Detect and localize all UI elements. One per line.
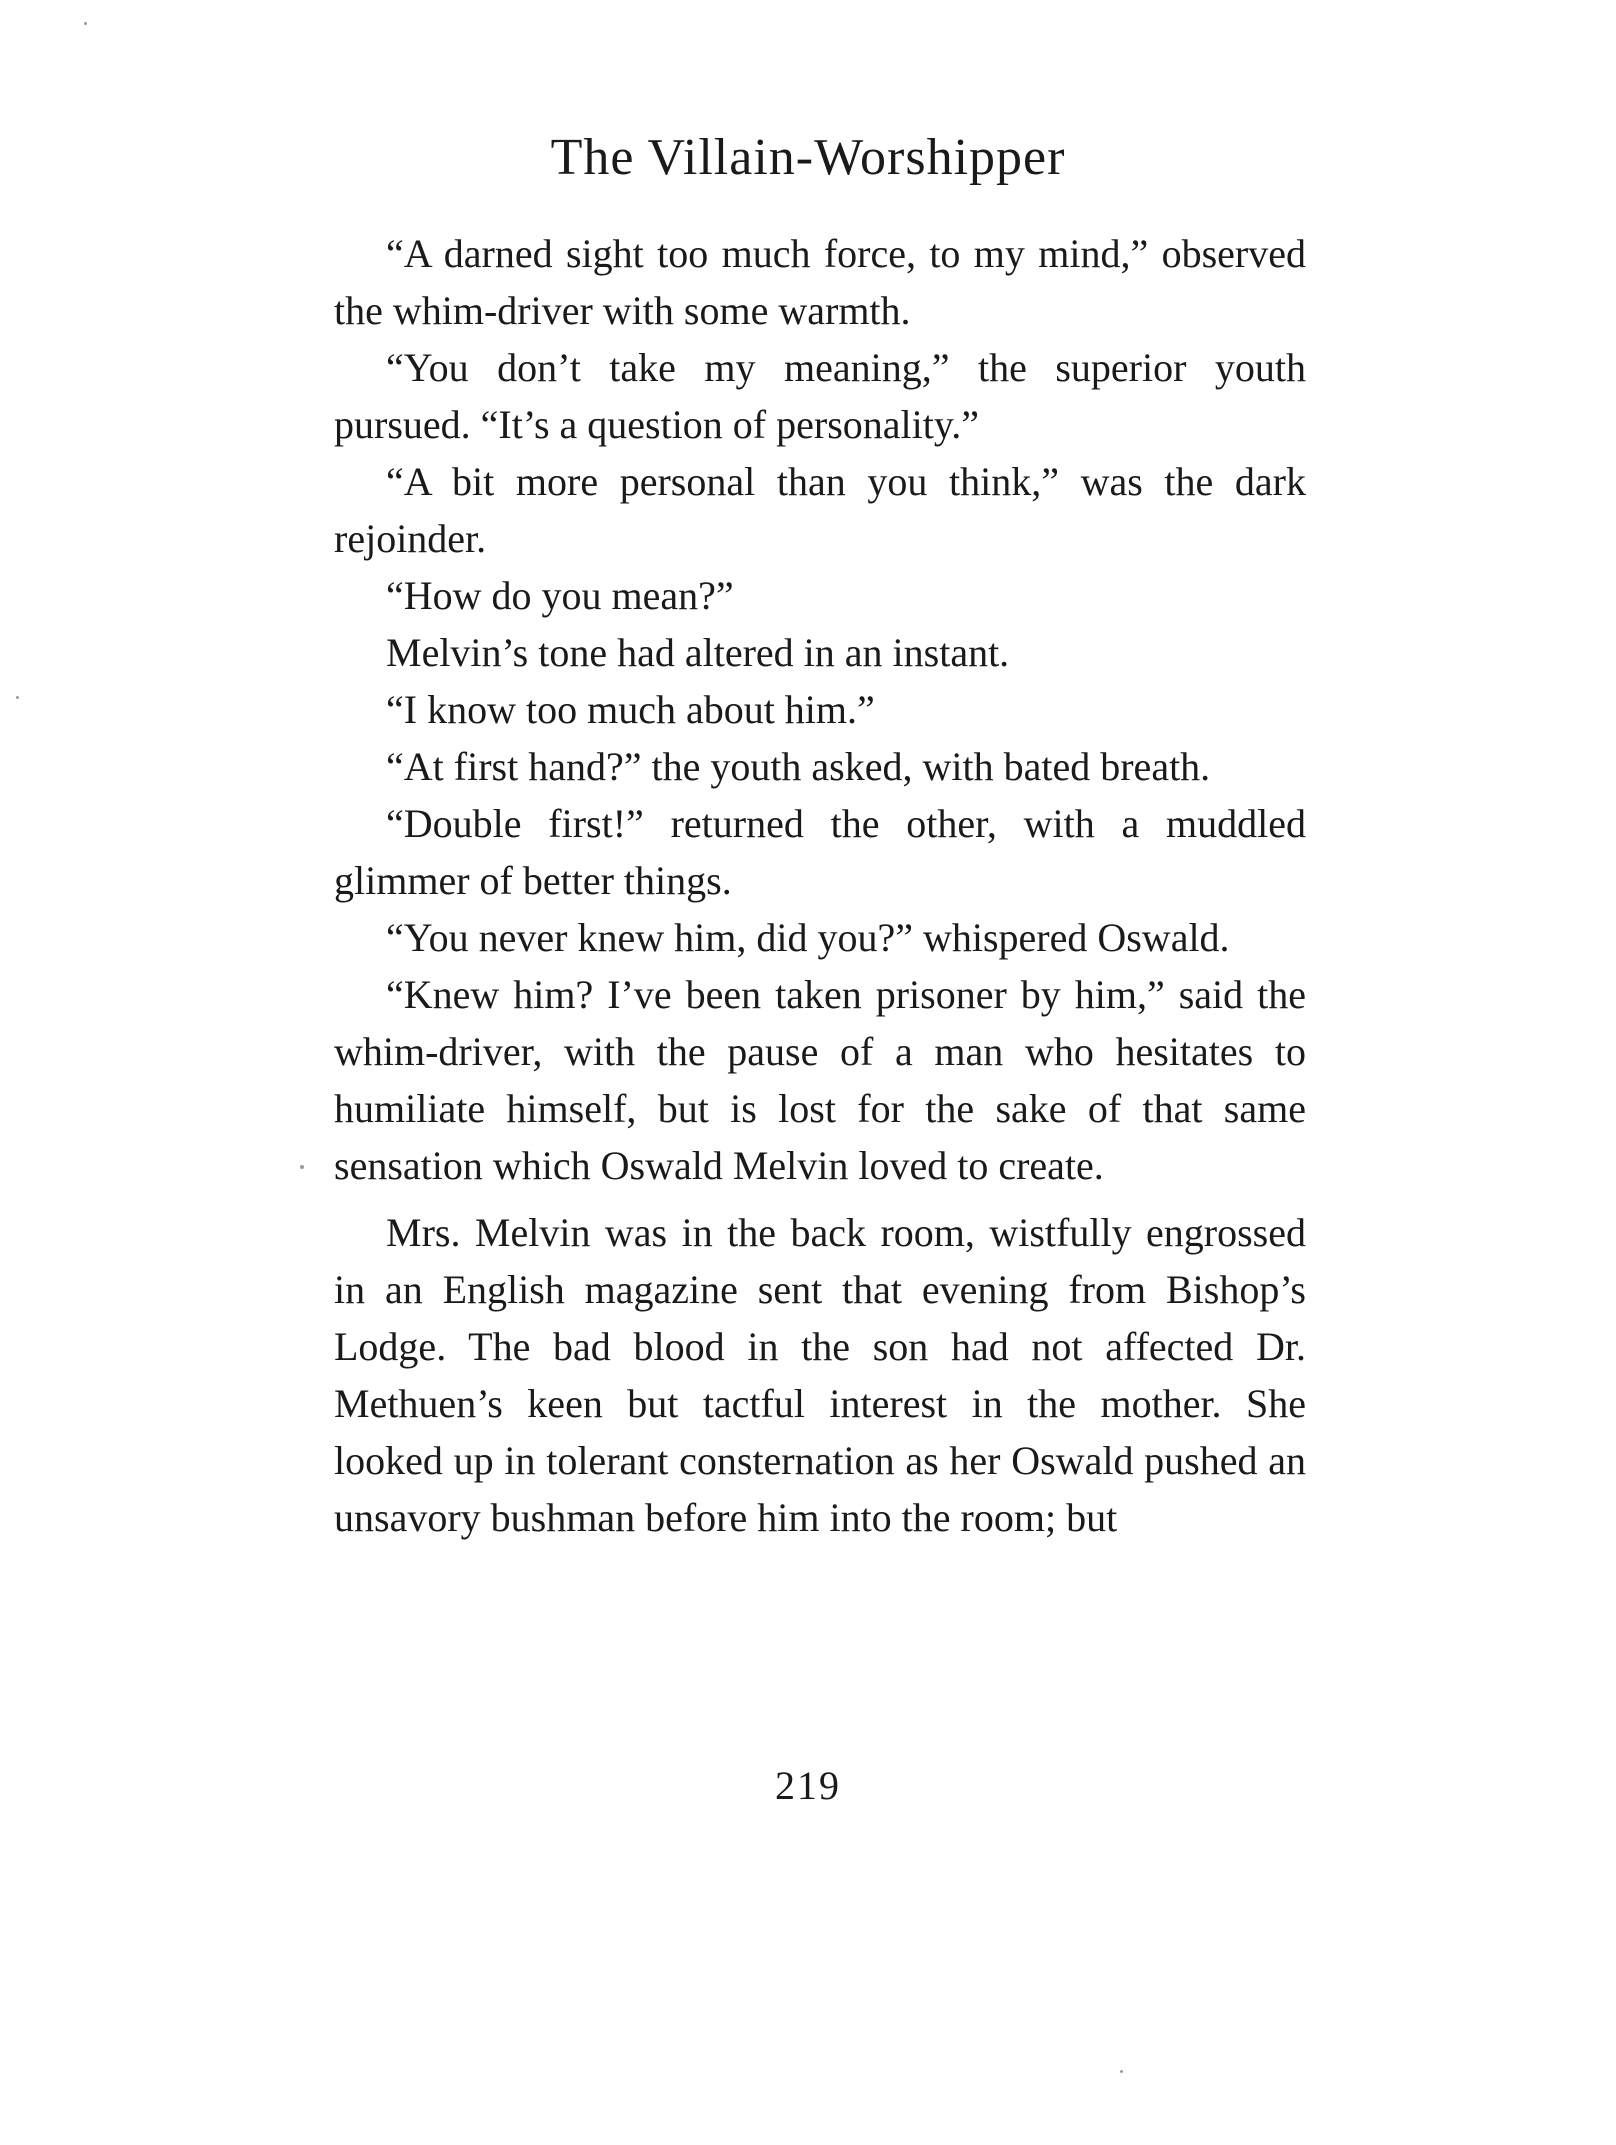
paragraph: “You don’t take my meaning,” the superior youth pursued. “It’s a question of personality.” bbox=[334, 345, 1306, 447]
paragraph: “Double first!” returned the other, with a muddled glimmer of better things. bbox=[334, 801, 1306, 903]
body-text bbox=[334, 225, 1306, 1546]
paragraph: “I know too much about him.” bbox=[386, 687, 875, 732]
page-number: 219 bbox=[775, 1763, 841, 1808]
scan-speck bbox=[1120, 2070, 1123, 2073]
scan-speck bbox=[300, 1165, 304, 1169]
running-head: The Villain-Worshipper bbox=[550, 129, 1066, 186]
paragraph: Mrs. Melvin was in the back room, wistfully engrossed in an English magazine sent that evening from Bishop’s Lodge. The bad blood in the son had not affected Dr. Methuen’s keen but tactful interest in the mother. She looked up in tolerant consternation as her Oswald pushed an unsavory bushman before him into the room; but bbox=[334, 1210, 1306, 1540]
paragraph: “You never knew him, did you?” whispered Oswald. bbox=[386, 915, 1230, 960]
paragraph: “A darned sight too much force, to my mind,” observed the whim-driver with some warmth. bbox=[334, 231, 1306, 333]
paragraph: “A bit more personal than you think,” was the dark rejoinder. bbox=[334, 459, 1306, 561]
paragraph: “Knew him? I’ve been taken prisoner by him,” said the whim-driver, with the pause of a man who hesitates to humiliate himself, but is lost for the sake of that same sensation which Oswald Melvin loved to create. bbox=[334, 972, 1306, 1188]
paragraph: “How do you mean?” bbox=[386, 573, 734, 618]
paragraph: Melvin’s tone had altered in an instant. bbox=[386, 630, 1010, 675]
scan-speck bbox=[84, 22, 87, 25]
scan-speck bbox=[16, 696, 19, 699]
paragraph: “At first hand?” the youth asked, with bated breath. bbox=[386, 744, 1211, 789]
